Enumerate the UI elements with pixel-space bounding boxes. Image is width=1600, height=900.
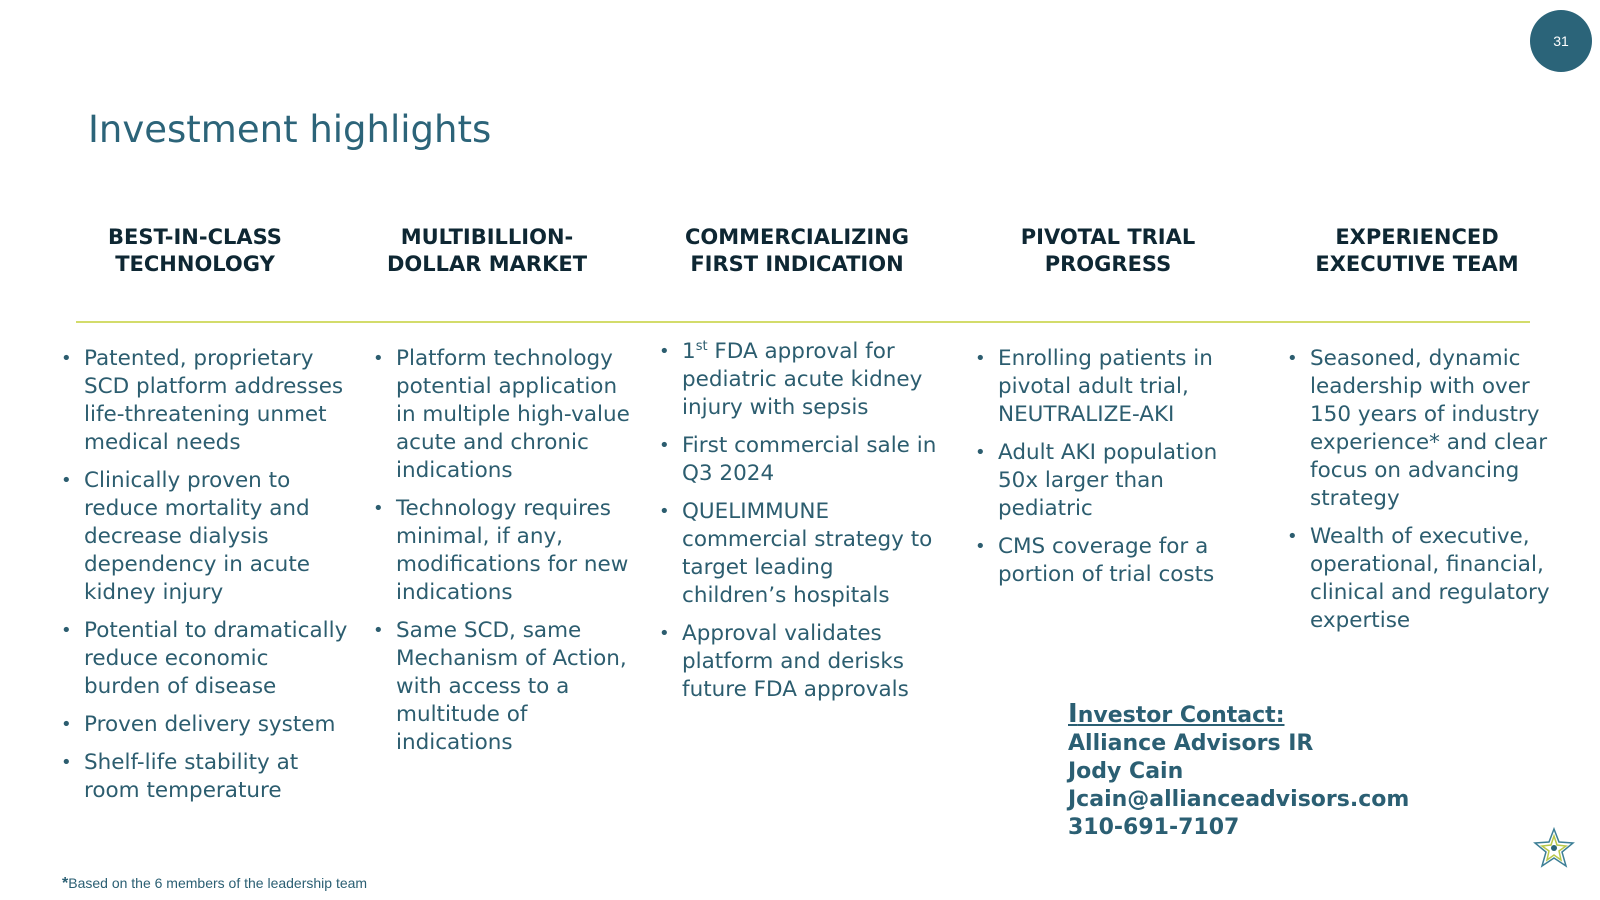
- bullet-dot: •: [975, 536, 986, 557]
- bullet-text: Patented, proprietary SCD platform addresses life-threatening unmet medical needs: [84, 346, 344, 455]
- column-heading-market: [342, 224, 632, 278]
- bullet-text: QUELIMMUNE commercial strategy to target leading children’s hospitals: [682, 499, 933, 608]
- heading-line: COMMERCIALIZING: [684, 225, 910, 249]
- bullet-text: Platform technology potential application in multiple high-value acute and chronic indications: [396, 346, 630, 483]
- list-item: [373, 617, 643, 757]
- page-title: Investment highlights: [88, 108, 492, 151]
- contact-phone: 310-691-7107: [1068, 815, 1240, 840]
- heading-line: FIRST INDICATION: [690, 252, 904, 276]
- bullet-text: Wealth of executive, operational, financial, clinical and regulatory expertise: [1310, 524, 1550, 633]
- bullet-text: FDA approval for pediatric acute kidney injury with sepsis: [682, 339, 923, 420]
- heading-divider: [76, 321, 1530, 323]
- bullet-dot: •: [61, 714, 72, 735]
- list-item: [659, 338, 944, 422]
- footnote-text: Based on the 6 members of the leadership team: [68, 875, 368, 891]
- heading-line: PROGRESS: [1044, 252, 1172, 276]
- heading-line: BEST-IN-CLASS: [108, 225, 282, 249]
- bullet-dot: •: [975, 348, 986, 369]
- column-executive-team-bullets: [1287, 345, 1572, 645]
- bullet-text: CMS coverage for a portion of trial costs: [998, 534, 1215, 587]
- contact-email[interactable]: Jcain@allianceadvisors.com: [1068, 787, 1410, 812]
- bullet-text: First commercial sale in Q3 2024: [682, 433, 937, 486]
- bullet-dot: •: [61, 470, 72, 491]
- bullet-ordinal: 1: [682, 339, 696, 364]
- bullet-text: Same SCD, same Mechanism of Action, with access to a multitude of indications: [396, 618, 627, 755]
- list-item: [1287, 523, 1572, 635]
- bullet-text: Clinically proven to reduce mortality and decrease dialysis dependency in acute kidney injury: [84, 468, 310, 605]
- footnote: [62, 875, 367, 893]
- list-item: [975, 533, 1240, 589]
- list-item: [373, 345, 643, 485]
- heading-line: EXPERIENCED: [1335, 225, 1499, 249]
- heading-rest: nvestor Contact:: [1077, 703, 1285, 728]
- contact-name: Jody Cain: [1068, 759, 1184, 784]
- heading-line: MULTIBILLION-: [400, 225, 574, 249]
- list-item: [975, 439, 1240, 523]
- page-number: 31: [1553, 33, 1569, 49]
- bullet-dot: •: [975, 442, 986, 463]
- bullet-text: Shelf-life stability at room temperature: [84, 750, 299, 803]
- list-item: [61, 467, 351, 607]
- bullet-text: Technology requires minimal, if any, modifications for new indications: [396, 496, 629, 605]
- column-pivotal-trial-bullets: [975, 345, 1240, 599]
- heading-line: TECHNOLOGY: [115, 252, 275, 276]
- contact-firm: Alliance Advisors IR: [1068, 731, 1314, 756]
- bullet-dot: •: [373, 498, 384, 519]
- bullet-dot: •: [659, 341, 670, 362]
- bullet-text: Adult AKI population 50x larger than pediatric: [998, 440, 1218, 521]
- bullet-text: Potential to dramatically reduce economic burden of disease: [84, 618, 348, 699]
- bullet-dot: •: [1287, 348, 1298, 369]
- list-item: [61, 617, 351, 701]
- heading-line: DOLLAR MARKET: [386, 252, 588, 276]
- investor-contact-heading: [1068, 700, 1409, 730]
- column-market-bullets: [373, 345, 643, 767]
- column-commercializing-bullets: [659, 338, 944, 714]
- heading-line: EXECUTIVE TEAM: [1315, 252, 1519, 276]
- bullet-text: Proven delivery system: [84, 712, 336, 737]
- list-item: [659, 498, 944, 610]
- list-item: [659, 620, 944, 704]
- bullet-dot: •: [61, 752, 72, 773]
- bullet-dot: •: [659, 501, 670, 522]
- investor-contact: [1068, 700, 1409, 842]
- heading-line: PIVOTAL TRIAL: [1020, 225, 1196, 249]
- page-number-badge: [1530, 10, 1592, 72]
- bullet-dot: •: [1287, 526, 1298, 547]
- column-heading-technology: [50, 224, 340, 278]
- bullet-dot: •: [61, 620, 72, 641]
- column-heading-pivotal-trial: [963, 224, 1253, 278]
- list-item: [61, 749, 351, 805]
- star-logo-icon: [1532, 826, 1576, 870]
- column-heading-commercializing: [652, 224, 942, 278]
- bullet-dot: •: [373, 620, 384, 641]
- bullet-dot: •: [659, 435, 670, 456]
- footnote-marker: *: [62, 875, 69, 892]
- column-technology-bullets: [61, 345, 351, 815]
- list-item: [1287, 345, 1572, 513]
- bullet-dot: •: [659, 623, 670, 644]
- bullet-text: Approval validates platform and derisks future FDA approvals: [682, 621, 909, 702]
- column-heading-executive-team: [1272, 224, 1562, 278]
- bullet-dot: •: [373, 348, 384, 369]
- bullet-dot: •: [61, 348, 72, 369]
- ordinal-suffix: st: [695, 338, 708, 354]
- bullet-text: Enrolling patients in pivotal adult trial, NEUTRALIZE-AKI: [998, 346, 1213, 427]
- list-item: [659, 432, 944, 488]
- list-item: [61, 345, 351, 457]
- list-item: [61, 711, 351, 739]
- list-item: [975, 345, 1240, 429]
- list-item: [373, 495, 643, 607]
- heading-initial: I: [1068, 699, 1078, 729]
- bullet-text: Seasoned, dynamic leadership with over 150 years of industry experience* and clear focus on advancing strategy: [1310, 346, 1548, 511]
